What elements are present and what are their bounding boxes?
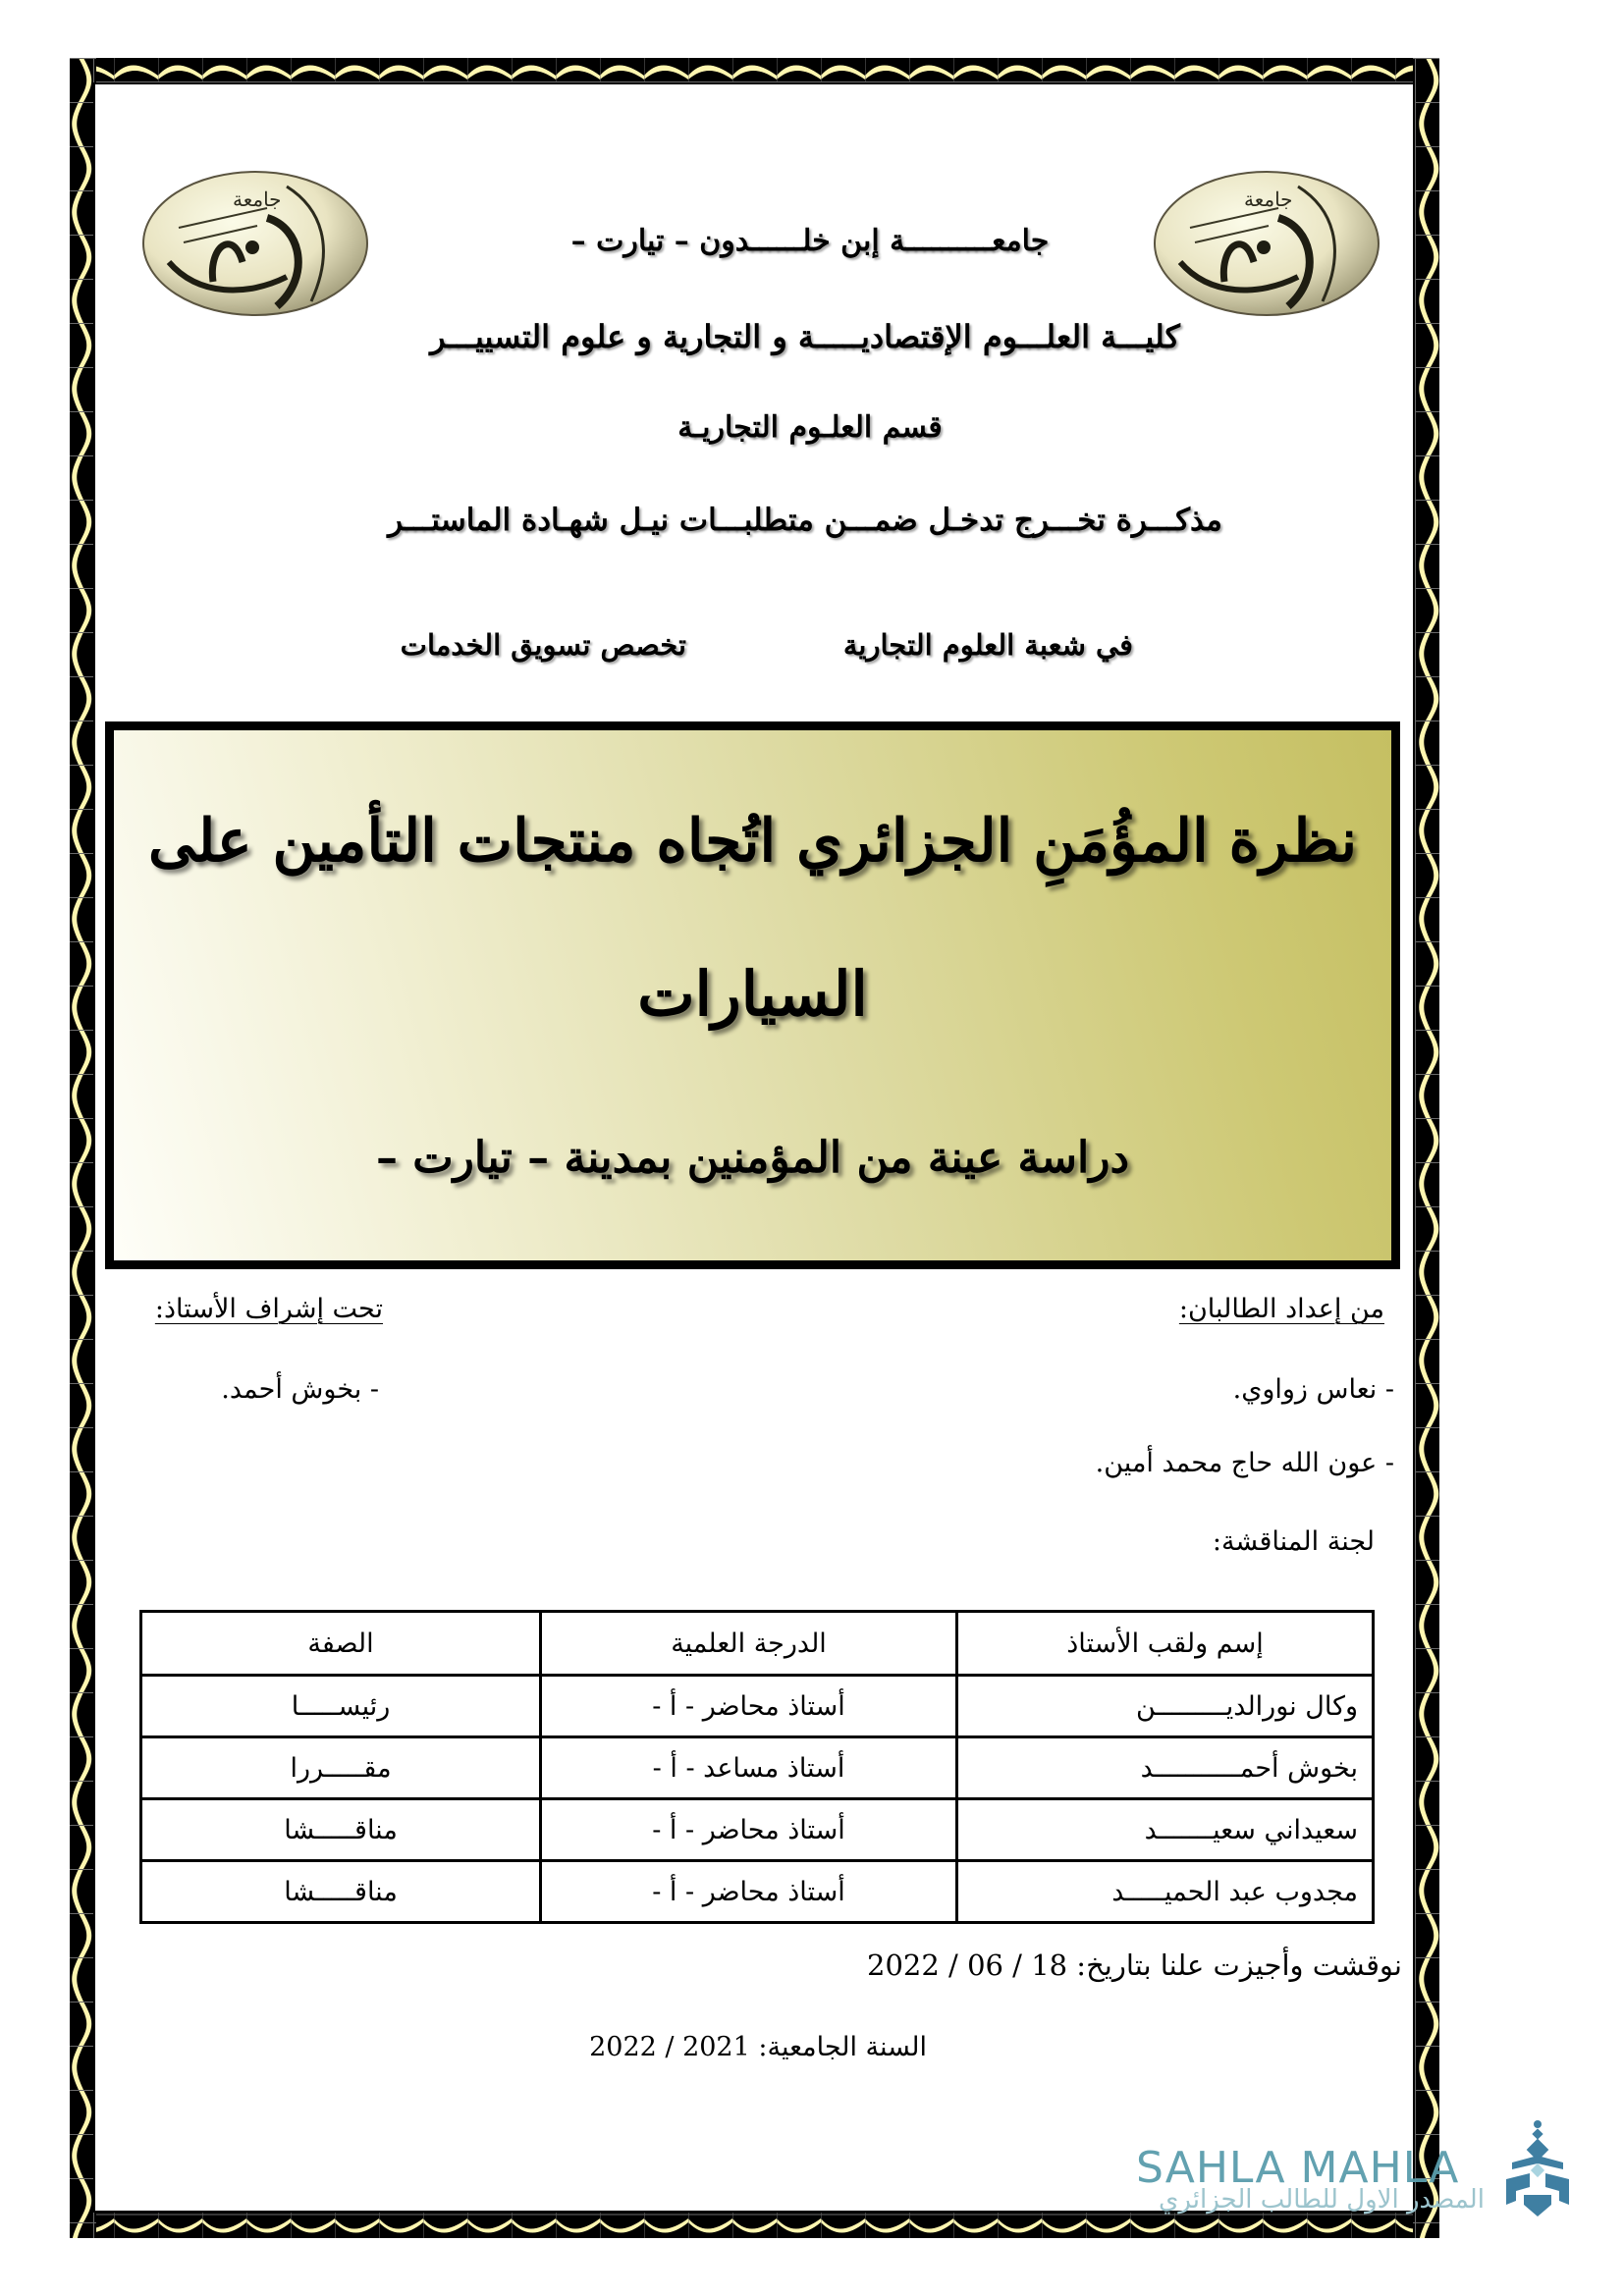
committee-table — [139, 1610, 1375, 1924]
sahla-mahla-logo-icon — [1502, 2118, 1573, 2218]
watermark-subtitle: المصدر الاول للطالب الجزائري — [1159, 2185, 1485, 2215]
member-name: سعيداني سعيـــــــد — [957, 1799, 1374, 1861]
table-row — [141, 1799, 1374, 1861]
table-row — [141, 1861, 1374, 1923]
table-header-row — [141, 1612, 1374, 1676]
watermark-title: SAHLA MAHLA — [1136, 2143, 1460, 2193]
member-name: بخوش أحمـــــــــــد — [957, 1737, 1374, 1799]
author-name-1: - نعاس زواوي. — [1232, 1374, 1394, 1405]
member-rank: أستاذ محاضر - أ - — [541, 1861, 957, 1923]
member-name: وكال نورالديـــــــــن — [957, 1676, 1374, 1737]
thesis-title-line-2: السيارات — [637, 958, 868, 1030]
academic-year: السنة الجامعية: 2021 / 2022 — [589, 2032, 927, 2062]
thesis-type: مذكـــرة تخـــرج تدخـل ضمـــن متطلبـــات نيـل شهـادة الماستـــر — [388, 503, 1222, 538]
member-rank: أستاذ محاضر - أ - — [541, 1799, 957, 1861]
column-header-role: الصفة — [141, 1612, 541, 1676]
frame-left-wave — [70, 58, 96, 2238]
svg-text:جامعة: جامعة — [233, 187, 282, 211]
author-name-2: - عون الله حاج محمد أمين. — [1095, 1448, 1394, 1478]
frame-top-wave — [70, 58, 1439, 84]
department-name: قسم العلـوم التجاريـة — [677, 410, 943, 445]
table-row — [141, 1737, 1374, 1799]
thesis-subtitle: دراسة عينة من المؤمنين بمدينة – تيارت – — [375, 1133, 1130, 1183]
supervisor-label: تحت إشراف الأستاذ: — [154, 1294, 383, 1324]
column-header-rank: الدرجة العلمية — [541, 1612, 957, 1676]
frame-bottom-wave — [70, 2212, 1439, 2238]
thesis-title-box — [105, 721, 1400, 1269]
member-role: مناقـــــشا — [141, 1861, 541, 1923]
member-role: رئيســـــا — [141, 1676, 541, 1737]
branch-label: في شعبة العلوم التجارية — [842, 628, 1133, 662]
member-name: مجدوب عبد الحميـــــد — [957, 1861, 1374, 1923]
committee-label: لجنة المناقشة: — [1212, 1526, 1375, 1557]
defense-date: نوقشت وأجيزت علنا بتاريخ: 18 / 06 / 2022 — [867, 1949, 1402, 1982]
column-header-name: إسم ولقب الأستاذ — [957, 1612, 1374, 1676]
table-row — [141, 1676, 1374, 1737]
authors-label: من إعداد الطالبان: — [1178, 1294, 1384, 1324]
member-rank: أستاذ محاضر - أ - — [541, 1676, 957, 1737]
thesis-title-line-1: نظرة المؤُمَنِ الجزائري اتُجاه منتجات التأمين على — [147, 807, 1358, 876]
frame-right-wave — [1413, 58, 1439, 2238]
svg-text:جامعة: جامعة — [1244, 187, 1293, 211]
member-role: مقـــــررا — [141, 1737, 541, 1799]
faculty-name: كليـــة العلـــوم الإقتصاديـــــة و التجارية و علوم التسييـــر — [430, 318, 1180, 355]
supervisor-name: - بخوش أحمد. — [221, 1374, 379, 1405]
university-name: جامعــــــــــة إبن خلــــــدون – تيارت – — [570, 224, 1050, 258]
specialty-label: تخصص تسويق الخدمات — [400, 628, 686, 662]
member-rank: أستاذ مساعد - أ - — [541, 1737, 957, 1799]
member-role: مناقـــــشا — [141, 1799, 541, 1861]
